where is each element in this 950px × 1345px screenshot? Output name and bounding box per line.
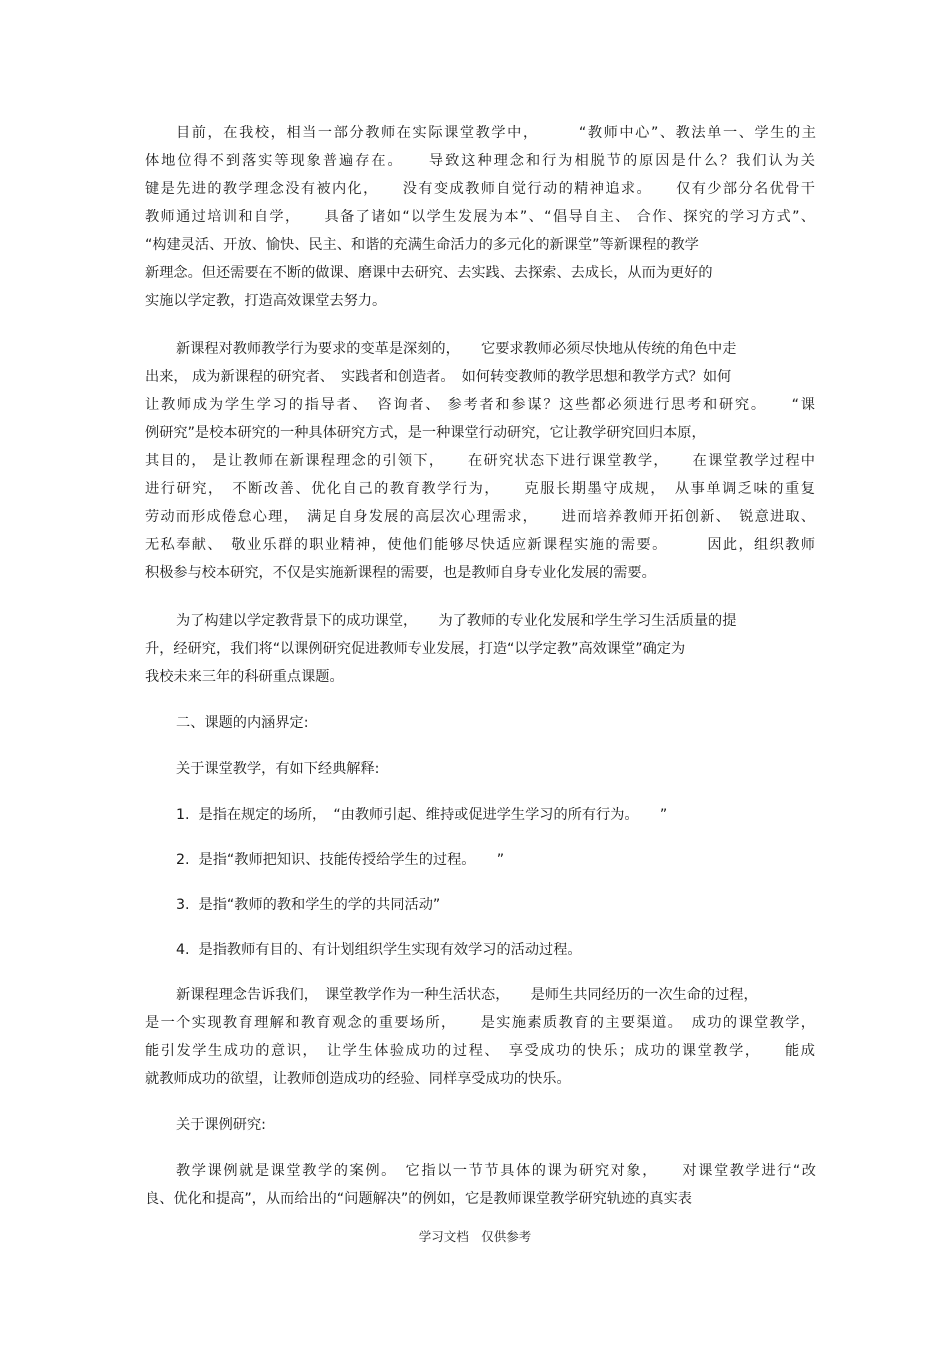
text-line: 无私奉献、 敬业乐群的职业精神，使他们能够尽快适应新课程实施的需要。 因此，组织教师	[145, 537, 815, 553]
text-line: 我校未来三年的科研重点课题。	[145, 669, 344, 685]
text-line: 是一个实现教育理解和教育观念的重要场所， 是实施素质教育的主要渠道。 成功的课堂教学，	[145, 1015, 815, 1031]
text-line: 键是先进的教学理念没有被内化， 没有变成教师自觉行动的精神追求。 仅有少部分名优骨干	[145, 181, 815, 197]
text-line: 进行研究， 不断改善、优化自己的教育教学行为， 克服长期墨守成规， 从事单调乏味的重复	[145, 481, 815, 497]
list-item: 1. 是指在规定的场所， “由教师引起、维持或促进学生学习的所有行为。 ”	[176, 807, 668, 823]
text-line: 良、优化和提高”，从而给出的“问题解决”的例如，它是教师课堂教学研究轨迹的真实表	[145, 1191, 692, 1207]
text-line: 能引发学生成功的意识， 让学生体验成功的过程、 享受成功的快乐；成功的课堂教学， 能成	[145, 1043, 815, 1059]
list-item: 3. 是指“教师的教和学生的学的共同活动”	[176, 897, 441, 913]
text-line: 教学课例就是课堂教学的案例。 它指以一节节具体的课为研究对象， 对课堂教学进行“改	[176, 1163, 816, 1179]
text-line: 就教师成功的欲望，让教师创造成功的经验、同样享受成功的快乐。	[145, 1071, 571, 1087]
section-heading: 二、课题的内涵界定:	[176, 715, 309, 731]
list-item: 2. 是指“教师把知识、技能传授给学生的过程。 ”	[176, 852, 505, 868]
text-line: 实施以学定教，打造高效课堂去努力。	[145, 293, 387, 309]
text-line: 体地位得不到落实等现象普遍存在。 导致这种理念和行为相脱节的原因是什么？我们认为关	[145, 153, 815, 169]
text-line: 劳动而形成倦怠心理， 满足自身发展的高层次心理需求， 进而培养教师开拓创新、 锐意进取、	[145, 509, 815, 525]
text-line: 出来， 成为新课程的研究者、 实践者和创造者。 如何转变教师的教学思想和教学方式？如何	[145, 369, 732, 385]
subsection-heading: 关于课例研究:	[176, 1117, 266, 1133]
text-line: 让教师成为学生学习的指导者、 咨询者、 参考者和参谋？这些都必须进行思考和研究。 “课	[145, 397, 815, 413]
text-line: 目前，在我校，相当一部分教师在实际课堂教学中， “教师中心”、教法单一、学生的主	[176, 125, 816, 141]
text-line: “构建灵活、开放、愉快、民主、和谐的充满生命活力的多元化的新课堂”等新课程的教学	[145, 237, 699, 253]
text-line: 例研究”是校本研究的一种具体研究方式，是一种课堂行动研究，它让教学研究回归本原，	[145, 425, 706, 441]
text-line: 积极参与校本研究，不仅是实施新课程的需要，也是教师自身专业化发展的需要。	[145, 565, 656, 581]
text-line: 其目的， 是让教师在新课程理念的引领下， 在研究状态下进行课堂教学， 在课堂教学过程中	[145, 453, 815, 469]
text-line: 新理念。但还需要在不断的做课、磨课中去研究、去实践、去探索、去成长，从而为更好的	[145, 265, 713, 281]
text-line: 新课程对教师教学行为要求的变革是深刻的， 它要求教师必须尽快地从传统的角色中走	[176, 341, 737, 357]
list-item: 4. 是指教师有目的、有计划组织学生实现有效学习的活动过程。	[176, 942, 582, 958]
page-footer: 学习文档 仅供参考	[418, 1229, 532, 1244]
text-line: 新课程理念告诉我们， 课堂教学作为一种生活状态， 是师生共同经历的一次生命的过程，	[176, 987, 758, 1003]
text-line: 教师通过培训和自学， 具备了诸如“以学生发展为本”、“倡导自主、 合作、探究的学习方式”、	[145, 209, 815, 225]
text-line: 升，经研究，我们将“以课例研究促进教师专业发展，打造“以学定教”高效课堂”确定为	[145, 641, 686, 657]
subsection-heading: 关于课堂教学，有如下经典解释:	[176, 761, 380, 777]
text-line: 为了构建以学定教背景下的成功课堂， 为了教师的专业化发展和学生学习生活质量的提	[176, 613, 737, 629]
